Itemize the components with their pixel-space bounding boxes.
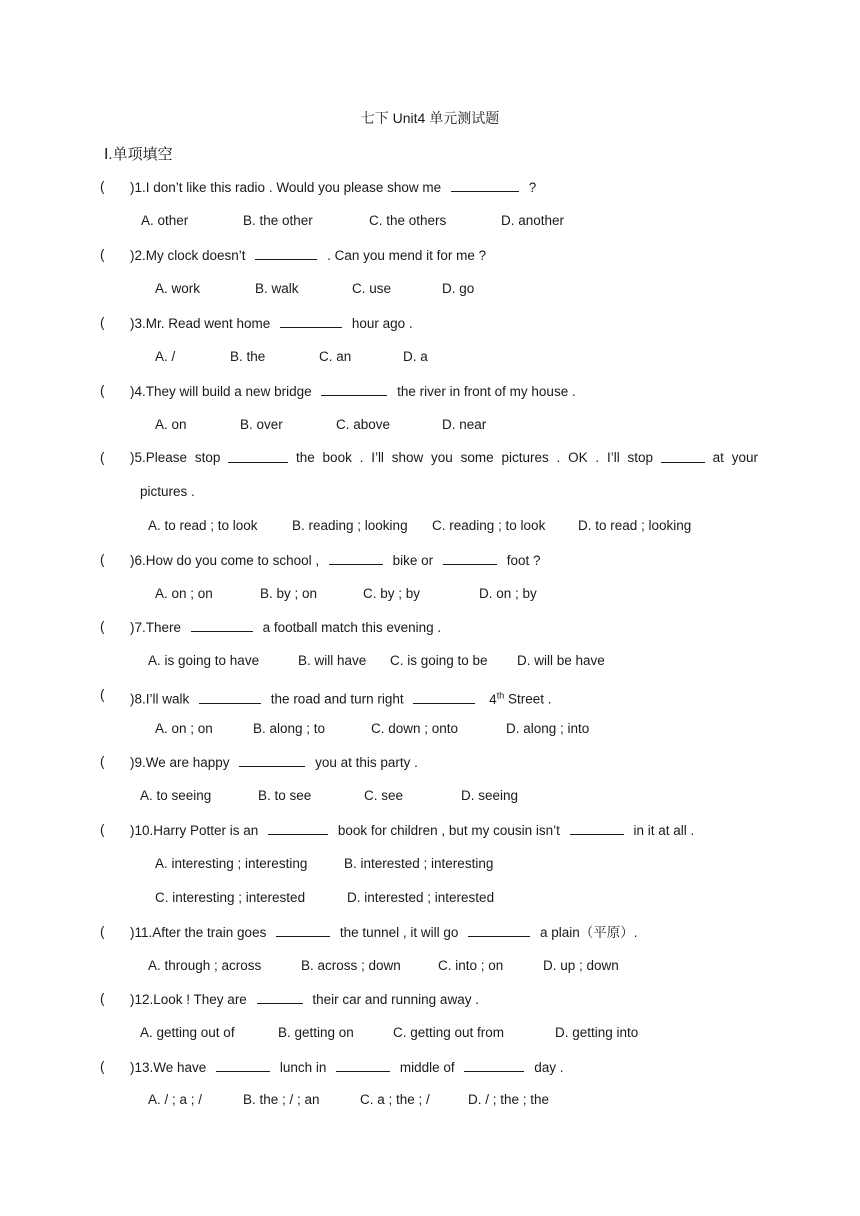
stem-text: )12.Look ! They are <box>130 992 247 1007</box>
options-4 <box>0 415 860 435</box>
options-1 <box>0 211 860 231</box>
option-b[interactable]: B. along ; to <box>253 721 326 736</box>
option-a[interactable]: A. / <box>155 349 176 364</box>
option-c[interactable]: C. interesting ; interested <box>155 890 306 905</box>
option-d[interactable]: D. along ; into <box>506 721 590 736</box>
section-heading: Ⅰ.单项填空 <box>104 146 173 163</box>
question-stem <box>130 752 418 773</box>
stem-text: )8.I’ll walk <box>130 691 190 707</box>
options-10-row-2 <box>0 888 860 908</box>
option-c[interactable]: C. by ; by <box>363 586 421 601</box>
answer-blank[interactable] <box>255 245 317 260</box>
option-a[interactable]: A. getting out of <box>140 1025 235 1040</box>
option-a[interactable]: A. to seeing <box>140 788 212 803</box>
option-a[interactable]: A. on <box>155 417 187 432</box>
question-3 <box>0 313 860 333</box>
question-stem <box>130 313 413 334</box>
stem-text: bike or <box>392 553 434 568</box>
stem-text: )10.Harry Potter is an <box>130 823 259 838</box>
option-d[interactable]: D. near <box>442 417 487 432</box>
answer-blank[interactable] <box>336 1057 390 1072</box>
option-b[interactable]: B. by ; on <box>260 586 318 601</box>
option-c[interactable]: C. a ; the ; / <box>360 1092 430 1107</box>
stem-text: )1.I don’t like this radio . Would you please show me <box>130 180 442 195</box>
answer-blank[interactable] <box>413 689 475 704</box>
option-b[interactable]: B. across ; down <box>301 958 401 973</box>
stem-text: a football match this evening . <box>262 620 442 635</box>
answer-paren: ( <box>100 247 105 262</box>
option-a[interactable]: A. work <box>155 281 201 296</box>
answer-blank[interactable] <box>464 1057 524 1072</box>
stem-text: you at this party . <box>315 755 418 770</box>
stem-word: show <box>391 450 424 465</box>
option-a[interactable]: A. through ; across <box>148 958 262 973</box>
options-7 <box>0 651 860 671</box>
stem-word: book <box>322 450 352 465</box>
stem-text: their car and running away . <box>312 992 479 1007</box>
stem-text: )2.My clock doesn’t <box>130 248 246 263</box>
question-5-continuation: pictures . <box>140 484 195 499</box>
question-stem <box>130 820 694 841</box>
option-c[interactable]: C. into ; on <box>438 958 504 973</box>
document-title: 七下 Unit4 单元测试题 <box>360 110 500 126</box>
street-number <box>489 692 504 707</box>
question-9 <box>0 752 860 772</box>
question-stem <box>130 989 479 1010</box>
options-9 <box>0 786 860 806</box>
question-5 <box>0 448 860 468</box>
stem-text: the tunnel , it will go <box>339 925 459 940</box>
option-a[interactable]: A. to read ; to look <box>148 518 258 533</box>
street-number-value: 4 <box>489 691 497 707</box>
question-11 <box>0 922 860 942</box>
option-b[interactable]: B. the <box>230 349 266 364</box>
option-b[interactable]: B. to see <box>258 788 312 803</box>
stem-text: middle of <box>399 1060 455 1075</box>
question-2 <box>0 245 860 265</box>
answer-blank[interactable] <box>329 550 383 565</box>
question-stem <box>130 922 638 943</box>
question-7 <box>0 617 860 637</box>
option-c[interactable]: C. use <box>352 281 392 296</box>
question-stem <box>130 245 486 266</box>
stem-text: a plain（平原）. <box>539 925 638 940</box>
option-b[interactable]: B. will have <box>298 653 367 668</box>
stem-word: stop <box>194 450 221 465</box>
stem-text: )11.After the train goes <box>130 925 267 940</box>
question-8 <box>0 685 860 705</box>
option-a[interactable]: A. interesting ; interesting <box>155 856 308 871</box>
question-stem <box>130 448 758 468</box>
option-c[interactable]: C. the others <box>369 213 447 228</box>
question-stem <box>130 1057 564 1078</box>
option-d[interactable]: D. getting into <box>555 1025 639 1040</box>
option-d[interactable]: D. go <box>442 281 475 296</box>
option-b[interactable]: B. getting on <box>278 1025 354 1040</box>
answer-paren: ( <box>100 924 105 939</box>
option-d[interactable]: D. on ; by <box>479 586 537 601</box>
stem-word: pictures <box>501 450 549 465</box>
stem-word: OK <box>568 450 588 465</box>
options-13 <box>0 1090 860 1110</box>
answer-blank[interactable] <box>216 1057 270 1072</box>
answer-paren: ( <box>100 179 105 194</box>
options-6 <box>0 584 860 604</box>
stem-word: )5.Please <box>130 450 188 465</box>
ordinal-suffix: th <box>496 690 505 700</box>
question-stem <box>130 617 441 638</box>
question-4 <box>0 381 860 401</box>
answer-paren: ( <box>100 754 105 769</box>
answer-blank[interactable] <box>268 820 328 835</box>
option-b[interactable]: B. the other <box>243 213 313 228</box>
options-5 <box>0 516 860 536</box>
option-a[interactable]: A. on ; on <box>155 586 213 601</box>
stem-word: I’ll <box>606 450 620 465</box>
option-a[interactable]: A. is going to have <box>148 653 260 668</box>
option-c[interactable]: C. above <box>336 417 391 432</box>
question-13 <box>0 1057 860 1077</box>
stem-word: your <box>731 450 758 465</box>
question-10 <box>0 820 860 840</box>
stem-word: some <box>460 450 494 465</box>
question-stem <box>130 177 536 198</box>
answer-blank[interactable] <box>239 752 305 767</box>
answer-blank[interactable] <box>257 989 303 1004</box>
question-12 <box>0 989 860 1009</box>
stem-text: day . <box>534 1060 564 1075</box>
answer-blank[interactable] <box>228 448 288 463</box>
option-c[interactable]: C. is going to be <box>390 653 488 668</box>
answer-paren: ( <box>100 687 105 702</box>
stem-text: lunch in <box>279 1060 327 1075</box>
option-d[interactable]: D. a <box>403 349 428 364</box>
answer-blank[interactable] <box>199 689 261 704</box>
stem-word: stop <box>627 450 654 465</box>
option-d[interactable]: D. interested ; interested <box>347 890 495 905</box>
options-12 <box>0 1023 860 1043</box>
stem-text: . Can you mend it for me ? <box>327 248 487 263</box>
stem-word: the <box>295 450 315 465</box>
question-stem <box>130 381 576 402</box>
stem-text: )13.We have <box>130 1060 207 1075</box>
options-3 <box>0 347 860 367</box>
answer-blank[interactable] <box>191 617 253 632</box>
question-stem <box>130 550 540 571</box>
option-b[interactable]: B. interested ; interesting <box>344 856 494 871</box>
option-a[interactable]: A. on ; on <box>155 721 213 736</box>
stem-text: book for children , but my cousin isn’t <box>337 823 560 838</box>
answer-paren: ( <box>100 450 105 465</box>
question-stem <box>130 685 552 710</box>
stem-text: the river in front of my house . <box>397 384 576 399</box>
stem-word: I’ll <box>371 450 384 465</box>
answer-blank[interactable] <box>276 922 330 937</box>
stem-text: foot ? <box>506 553 541 568</box>
option-a[interactable]: A. / ; a ; / <box>148 1092 203 1107</box>
stem-text: ? <box>528 180 537 195</box>
answer-paren: ( <box>100 822 105 837</box>
option-d[interactable]: D. to read ; looking <box>578 518 692 533</box>
answer-paren: ( <box>100 552 105 567</box>
stem-text: )6.How do you come to school , <box>130 553 320 568</box>
option-c[interactable]: C. an <box>319 349 352 364</box>
answer-blank[interactable] <box>661 448 705 463</box>
stem-word: . <box>556 450 561 465</box>
stem-word: . <box>595 450 600 465</box>
stem-text: in it at all . <box>633 823 695 838</box>
option-a[interactable]: A. other <box>141 213 189 228</box>
options-11 <box>0 956 860 976</box>
option-c[interactable]: C. down ; onto <box>371 721 459 736</box>
answer-blank[interactable] <box>443 550 497 565</box>
options-8 <box>0 719 860 739</box>
answer-paren: ( <box>100 383 105 398</box>
answer-paren: ( <box>100 1059 105 1074</box>
option-b[interactable]: B. over <box>240 417 283 432</box>
answer-blank[interactable] <box>451 177 519 192</box>
stem-text: )9.We are happy <box>130 755 230 770</box>
answer-blank[interactable] <box>570 820 624 835</box>
answer-blank[interactable] <box>468 922 530 937</box>
options-10-row-1 <box>0 854 860 874</box>
option-c[interactable]: C. reading ; to look <box>432 518 546 533</box>
stem-text: )3.Mr. Read went home <box>130 316 271 331</box>
option-d[interactable]: D. up ; down <box>543 958 619 973</box>
option-c[interactable]: C. getting out from <box>393 1025 505 1040</box>
answer-paren: ( <box>100 315 105 330</box>
answer-paren: ( <box>100 619 105 634</box>
answer-blank[interactable] <box>280 313 342 328</box>
option-d[interactable]: D. seeing <box>461 788 519 803</box>
stem-text: )7.There <box>130 620 182 635</box>
stem-text: the road and turn right <box>270 691 404 707</box>
option-d[interactable]: D. another <box>501 213 565 228</box>
answer-blank[interactable] <box>321 381 387 396</box>
option-b[interactable]: B. walk <box>255 281 299 296</box>
answer-paren: ( <box>100 991 105 1006</box>
stem-word: at <box>712 450 724 465</box>
option-d[interactable]: D. / ; the ; the <box>468 1092 550 1107</box>
question-1 <box>0 177 860 197</box>
option-b[interactable]: B. the ; / ; an <box>243 1092 320 1107</box>
options-2 <box>0 279 860 299</box>
stem-text: )4.They will build a new bridge <box>130 384 312 399</box>
stem-text: Street . <box>507 691 552 707</box>
question-6 <box>0 550 860 570</box>
option-c[interactable]: C. see <box>364 788 404 803</box>
stem-text: hour ago . <box>351 316 413 331</box>
option-b[interactable]: B. reading ; looking <box>292 518 408 533</box>
option-d[interactable]: D. will be have <box>517 653 605 668</box>
stem-word: . <box>359 450 364 465</box>
stem-word: you <box>431 450 453 465</box>
